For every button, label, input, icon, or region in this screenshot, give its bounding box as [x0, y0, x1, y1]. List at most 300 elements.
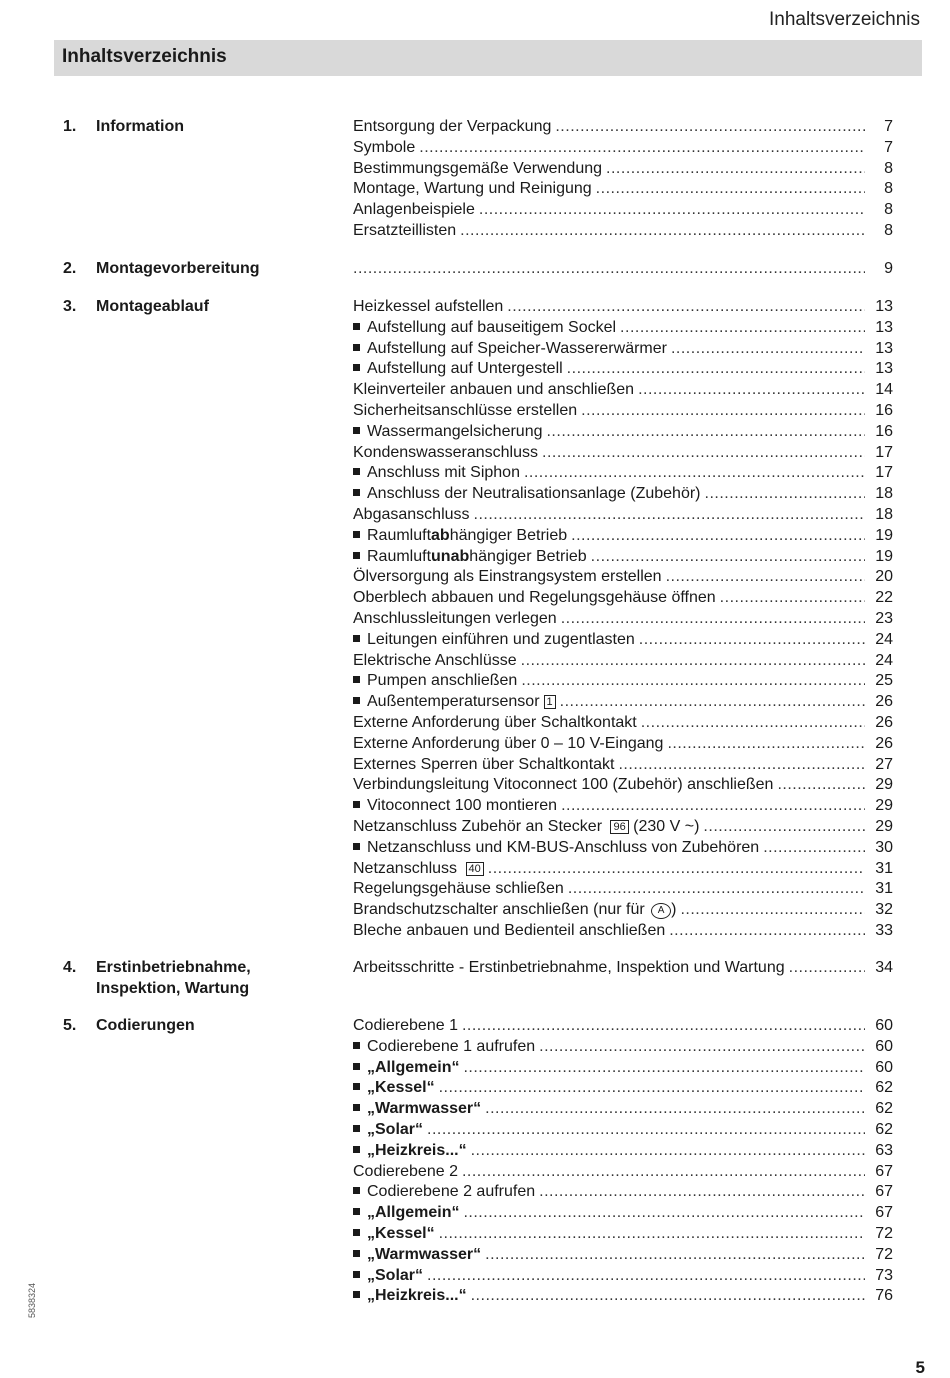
- toc-entry-text: [353, 200, 475, 221]
- toc-entry: [353, 359, 893, 380]
- toc-entry-text: [353, 401, 577, 422]
- toc-entry-text: [353, 221, 456, 242]
- toc-entry-text: [353, 138, 415, 159]
- toc-page-number: 33: [875, 921, 893, 939]
- square-bullet-icon: [353, 427, 360, 434]
- toc-entry: [353, 221, 893, 242]
- square-bullet-icon: [353, 1229, 360, 1236]
- dot-leader: [561, 796, 865, 817]
- toc-entry: [353, 838, 893, 859]
- dot-leader: [479, 200, 865, 221]
- dot-leader: [524, 463, 865, 484]
- text-part: Kleinverteiler anbauen und anschließen: [353, 381, 635, 399]
- toc-page-number: 60: [875, 1017, 893, 1034]
- text-part: Elektrische Anschlüsse: [353, 651, 517, 669]
- dot-leader: [460, 221, 865, 242]
- toc-page-number: 8: [884, 201, 893, 219]
- dot-leader: [703, 817, 865, 838]
- toc-entry-text: [353, 526, 567, 547]
- toc-entry: [353, 200, 893, 221]
- text-part: Ölversorgung als Einstrangsystem erstellen: [353, 568, 662, 586]
- toc-page-number: 34: [875, 959, 893, 976]
- dot-leader: [618, 755, 865, 776]
- toc-page-number: 24: [875, 651, 893, 669]
- dot-leader: [474, 505, 865, 526]
- dot-leader: [463, 1058, 865, 1079]
- square-bullet-icon: [353, 843, 360, 850]
- toc-entry: [353, 297, 893, 318]
- dot-leader: [488, 859, 865, 880]
- toc-entry: [353, 1058, 893, 1079]
- dot-leader: [462, 1162, 865, 1183]
- toc-entry: [353, 339, 893, 360]
- text-part: Montage, Wartung und Reinigung: [353, 180, 592, 198]
- square-bullet-icon: [353, 552, 360, 559]
- toc-entry: [353, 713, 893, 734]
- toc-entry: [353, 775, 893, 796]
- toc-section: [0, 958, 950, 997]
- text-part: „Warmwasser“: [367, 1100, 482, 1118]
- toc-page-number: 13: [875, 298, 893, 315]
- toc-entry-text: [353, 1037, 535, 1058]
- text-part: ): [671, 901, 677, 919]
- dot-leader: [427, 1120, 865, 1141]
- toc-entry-text: [353, 463, 520, 484]
- toc-page-number: 13: [875, 318, 893, 336]
- section-number: 2.: [63, 260, 77, 277]
- toc-page-number: 62: [875, 1100, 893, 1118]
- square-bullet-icon: [353, 801, 360, 808]
- plug-number-box: 1: [544, 695, 556, 709]
- toc-entry-list: [353, 117, 893, 242]
- text-part: Codierebene 2 aufrufen: [367, 1183, 536, 1201]
- section-title: Montagevorbereitung: [96, 260, 260, 277]
- dot-leader: [555, 117, 865, 138]
- square-bullet-icon: [353, 1208, 360, 1215]
- toc-entry: [353, 567, 893, 588]
- toc-entry: [353, 1078, 893, 1099]
- toc-entry: [353, 1141, 893, 1162]
- text-part: „Warmwasser“: [367, 1245, 482, 1263]
- text-part: „Kessel“: [367, 1224, 435, 1242]
- dot-leader: [567, 359, 865, 380]
- text-part: Codierebene 1: [353, 1017, 458, 1034]
- toc-entry-text: [353, 484, 701, 505]
- dot-leader: [591, 547, 865, 568]
- toc-entry: [353, 796, 893, 817]
- toc-entry: [353, 1266, 893, 1287]
- toc-page-number: 67: [875, 1183, 893, 1201]
- toc-entry: [353, 463, 893, 484]
- toc-entry: [353, 443, 893, 464]
- toc-entry-text: [353, 651, 517, 672]
- square-bullet-icon: [353, 344, 360, 351]
- square-bullet-icon: [353, 1125, 360, 1132]
- dot-leader: [546, 422, 865, 443]
- dot-leader: [560, 692, 865, 713]
- toc-entry-text: [353, 692, 556, 713]
- dot-leader: [471, 1286, 865, 1307]
- text-part: Leitungen einführen und zugentlasten: [367, 630, 635, 648]
- text-part: Netzanschluss: [353, 859, 462, 877]
- toc-entry: [353, 484, 893, 505]
- toc-page-number: 8: [884, 180, 893, 198]
- toc-page-number: 72: [875, 1224, 893, 1242]
- toc-entry-text: [353, 547, 587, 568]
- toc-entry-text: [353, 339, 667, 360]
- toc-entry-text: [353, 505, 470, 526]
- text-part: Anschluss mit Siphon: [367, 464, 520, 482]
- toc-entry: [353, 900, 893, 921]
- toc-entry-text: [353, 609, 557, 630]
- toc-page-number: 19: [875, 526, 893, 544]
- toc-page-number: 76: [875, 1287, 893, 1305]
- toc-entry: [353, 159, 893, 180]
- text-part: Regelungsgehäuse schließen: [353, 880, 564, 898]
- toc-entry: [353, 671, 893, 692]
- square-bullet-icon: [353, 1104, 360, 1111]
- toc-entry: [353, 179, 893, 200]
- toc-page-number: 27: [875, 755, 893, 773]
- toc-entry: [353, 401, 893, 422]
- text-part: Aufstellung auf Speicher-Wassererwärmer: [367, 339, 667, 357]
- toc-entry-text: [353, 1016, 458, 1037]
- toc-entry-text: [353, 380, 634, 401]
- toc-entry: [353, 921, 893, 942]
- dot-leader: [666, 567, 865, 588]
- toc-page-number: 29: [875, 776, 893, 794]
- toc-entry: [353, 1016, 893, 1037]
- square-bullet-icon: [353, 697, 360, 704]
- text-part: „Allgemein“: [367, 1204, 460, 1222]
- text-part: Raumluft: [367, 547, 432, 565]
- dot-leader: [419, 138, 865, 159]
- toc-entry-text: [353, 443, 538, 464]
- dot-leader: [439, 1224, 865, 1245]
- toc-entry-list: [353, 1016, 893, 1307]
- toc-entry: [353, 505, 893, 526]
- dot-leader: [521, 651, 865, 672]
- dot-leader: [639, 630, 865, 651]
- toc-page-number: 73: [875, 1266, 893, 1284]
- toc-page-number: 32: [875, 901, 893, 919]
- text-part: Bleche anbauen und Bedienteil anschließen: [353, 921, 666, 939]
- text-part: „Solar“: [367, 1120, 424, 1138]
- toc-entry-text: [353, 179, 592, 200]
- text-part: Bestimmungsgemäße Verwendung: [353, 159, 603, 177]
- toc-page-number: 17: [875, 464, 893, 482]
- toc-page-number: 29: [875, 817, 893, 835]
- toc-page-number: 17: [875, 443, 893, 461]
- section-number: 5.: [63, 1017, 77, 1034]
- toc-page-number: 22: [875, 589, 893, 607]
- toc-entry-list: [353, 297, 893, 942]
- toc-page-number: 7: [884, 118, 893, 135]
- toc-entry: [353, 526, 893, 547]
- section-title: Information: [96, 118, 184, 135]
- text-part: Brandschutzschalter anschließen (nur für: [353, 901, 650, 919]
- toc-page-number: 62: [875, 1120, 893, 1138]
- dot-leader: [638, 380, 865, 401]
- toc-entry-text: [353, 630, 635, 651]
- dot-leader: [641, 713, 865, 734]
- dot-leader: [763, 838, 865, 859]
- plug-number-box: 40: [466, 862, 484, 876]
- toc-entry-text: [353, 1058, 459, 1079]
- square-bullet-icon: [353, 1250, 360, 1257]
- text-part: Raumluft: [367, 526, 432, 544]
- text-part: hängiger Betrieb: [469, 547, 587, 565]
- toc-entry-text: [353, 734, 663, 755]
- toc-entry: [353, 1037, 893, 1058]
- toc-entry-text: [353, 159, 602, 180]
- toc-entry-text: [353, 713, 637, 734]
- text-part: Pumpen anschließen: [367, 672, 518, 690]
- toc-entry: [353, 117, 893, 138]
- toc-section: [0, 1016, 950, 1307]
- toc-entry-text: [353, 796, 557, 817]
- text-part: Anschluss der Neutralisationsanlage (Zubehör): [367, 485, 701, 503]
- text-part: unab: [431, 547, 470, 565]
- toc-entry-text: [353, 297, 503, 318]
- toc-entry-text: [353, 1266, 423, 1287]
- section-title: Montageablauf: [96, 298, 209, 315]
- section-number: 4.: [63, 959, 77, 976]
- dot-leader: [521, 671, 865, 692]
- toc-page-number: 30: [875, 838, 893, 856]
- square-bullet-icon: [353, 1271, 360, 1278]
- document-code: 5838324: [27, 1282, 37, 1318]
- toc-entry: [353, 380, 893, 401]
- toc-page-number: 60: [875, 1058, 893, 1076]
- toc-page-number: 18: [875, 485, 893, 503]
- text-part: Ersatzteillisten: [353, 221, 457, 239]
- toc-entry: [353, 692, 893, 713]
- dot-leader: [789, 958, 865, 979]
- square-bullet-icon: [353, 1187, 360, 1194]
- toc-page-number: 19: [875, 547, 893, 565]
- toc-entry-text: [353, 1162, 458, 1183]
- text-part: Abgasanschluss: [353, 505, 470, 523]
- toc-page-number: 62: [875, 1079, 893, 1097]
- toc-entry-text: [353, 671, 517, 692]
- dot-leader: [680, 900, 865, 921]
- dot-leader: [462, 1016, 865, 1037]
- toc-entry-list: [353, 958, 893, 979]
- text-part: (230 V ~): [628, 817, 700, 835]
- toc-page-number: 16: [875, 401, 893, 419]
- toc-page-number: 7: [884, 138, 893, 156]
- dot-leader: [353, 259, 865, 280]
- toc-page-number: 18: [875, 505, 893, 523]
- toc-entry: [353, 879, 893, 900]
- dot-leader: [705, 484, 865, 505]
- text-part: Symbole: [353, 138, 416, 156]
- toc-entry: [353, 259, 893, 280]
- toc-page-number: 9: [884, 260, 893, 277]
- toc-entry: [353, 547, 893, 568]
- text-part: Externe Anforderung über 0 – 10 V-Eingang: [353, 734, 664, 752]
- toc-entry-text: [353, 117, 551, 138]
- toc-entry-text: [353, 1203, 459, 1224]
- toc-entry-text: [353, 838, 759, 859]
- dot-leader: [667, 734, 865, 755]
- toc-entry-text: [353, 1245, 481, 1266]
- toc-entry: [353, 1120, 893, 1141]
- text-part: Externe Anforderung über Schaltkontakt: [353, 713, 637, 731]
- toc-entry: [353, 1245, 893, 1266]
- dot-leader: [620, 318, 865, 339]
- toc-entry: [353, 1162, 893, 1183]
- toc-entry: [353, 1224, 893, 1245]
- text-part: hängiger Betrieb: [449, 526, 568, 544]
- toc-entry: [353, 734, 893, 755]
- toc-section: [0, 117, 950, 242]
- toc-entry: [353, 755, 893, 776]
- toc-entry: [353, 817, 893, 838]
- toc-entry: [353, 609, 893, 630]
- toc-entry: [353, 138, 893, 159]
- toc-page-number: 20: [875, 568, 893, 586]
- square-bullet-icon: [353, 364, 360, 371]
- dot-leader: [561, 609, 865, 630]
- toc-entry-text: [353, 588, 716, 609]
- text-part: Kondenswasseranschluss: [353, 443, 538, 461]
- toc-entry-text: [353, 958, 785, 979]
- toc-page-number: 63: [875, 1141, 893, 1159]
- text-part: Aufstellung auf bauseitigem Sockel: [367, 318, 617, 336]
- toc-entry-text: [353, 1099, 481, 1120]
- square-bullet-icon: [353, 1063, 360, 1070]
- toc-page-number: 26: [875, 713, 893, 731]
- toc-entry-text: [353, 921, 665, 942]
- dot-leader: [539, 1037, 865, 1058]
- dot-leader: [539, 1182, 865, 1203]
- dot-leader: [463, 1203, 865, 1224]
- toc-entry-list: [353, 259, 893, 280]
- toc-entry: [353, 651, 893, 672]
- toc-section: [0, 259, 950, 280]
- toc-entry: [353, 1286, 893, 1307]
- text-part: Netzanschluss Zubehör an Stecker: [353, 817, 607, 835]
- dot-leader: [606, 159, 865, 180]
- dot-leader: [485, 1245, 865, 1266]
- plug-number-box: 96: [610, 820, 628, 834]
- dot-leader: [439, 1078, 865, 1099]
- square-bullet-icon: [353, 468, 360, 475]
- toc-section: [0, 297, 950, 942]
- square-bullet-icon: [353, 635, 360, 642]
- toc-page-number: 13: [875, 360, 893, 378]
- toc-page-number: 72: [875, 1245, 893, 1263]
- dot-leader: [427, 1266, 865, 1287]
- dot-leader: [596, 179, 865, 200]
- toc-entry-text: [353, 359, 563, 380]
- page-title: Inhaltsverzeichnis: [62, 46, 227, 67]
- toc-page-number: 29: [875, 797, 893, 815]
- toc-page-number: 14: [875, 381, 893, 399]
- toc-entry: [353, 958, 893, 979]
- toc-entry-text: [353, 1120, 423, 1141]
- toc-entry: [353, 318, 893, 339]
- toc-page-number: 8: [884, 221, 893, 239]
- text-part: Heizkessel aufstellen: [353, 298, 504, 315]
- toc-page-number: 31: [875, 880, 893, 898]
- dot-leader: [671, 339, 865, 360]
- text-part: „Heizkreis...“: [367, 1287, 467, 1305]
- toc-entry: [353, 630, 893, 651]
- toc-page-number: 23: [875, 609, 893, 627]
- toc-entry-text: [353, 775, 773, 796]
- dot-leader: [720, 588, 865, 609]
- toc-entry-text: [353, 1286, 467, 1307]
- toc-page-number: 31: [875, 859, 893, 877]
- toc-entry-text: [353, 900, 676, 921]
- page-header-title: Inhaltsverzeichnis: [768, 9, 920, 30]
- dot-leader: [542, 443, 865, 464]
- text-part: ab: [431, 526, 450, 544]
- toc-entry: [353, 422, 893, 443]
- dot-leader: [471, 1141, 865, 1162]
- text-part: Entsorgung der Verpackung: [353, 118, 552, 135]
- dot-leader: [568, 879, 865, 900]
- text-part: Externes Sperren über Schaltkontakt: [353, 755, 615, 773]
- text-part: Verbindungsleitung Vitoconnect 100 (Zubehör) anschließen: [353, 776, 774, 794]
- square-bullet-icon: [353, 676, 360, 683]
- text-part: Aufstellung auf Untergestell: [367, 360, 563, 378]
- dot-leader: [485, 1099, 865, 1120]
- dot-leader: [669, 921, 865, 942]
- toc-entry-text: [353, 859, 484, 880]
- toc-entry-text: [353, 879, 564, 900]
- square-bullet-icon: [353, 1042, 360, 1049]
- section-title: Codierungen: [96, 1017, 195, 1034]
- text-part: Anschlussleitungen verlegen: [353, 609, 557, 627]
- toc-page-number: 60: [875, 1037, 893, 1055]
- section-title: Erstinbetriebnahme, Inspektion, Wartung: [96, 959, 251, 997]
- dot-leader: [581, 401, 865, 422]
- text-part: „Allgemein“: [367, 1058, 460, 1076]
- text-part: Außentemperatursensor: [367, 693, 540, 711]
- toc-page-number: 8: [884, 159, 893, 177]
- toc-entry: [353, 1182, 893, 1203]
- toc-entry-text: [353, 1078, 435, 1099]
- text-part: Sicherheitsanschlüsse erstellen: [353, 401, 578, 419]
- section-number: 1.: [63, 118, 77, 135]
- toc-page-number: 25: [875, 672, 893, 690]
- toc-entry-text: [353, 1141, 467, 1162]
- text-part: Codierebene 1 aufrufen: [367, 1037, 536, 1055]
- toc-entry-text: [353, 318, 616, 339]
- toc-entry: [353, 859, 893, 880]
- toc-entry-text: [353, 1182, 535, 1203]
- toc-page-number: 16: [875, 422, 893, 440]
- text-part: Oberblech abbauen und Regelungsgehäuse öffnen: [353, 589, 716, 607]
- toc-entry-text: [353, 1224, 435, 1245]
- text-part: Wassermangelsicherung: [367, 422, 543, 440]
- toc-entry: [353, 588, 893, 609]
- toc-entry-text: [353, 567, 662, 588]
- toc-entry: [353, 1203, 893, 1224]
- text-part: „Solar“: [367, 1266, 424, 1284]
- text-part: „Kessel“: [367, 1079, 435, 1097]
- dot-leader: [777, 775, 865, 796]
- circled-letter: A: [651, 903, 671, 919]
- dot-leader: [571, 526, 865, 547]
- square-bullet-icon: [353, 1291, 360, 1298]
- section-title-bar: [54, 40, 922, 76]
- toc-entry: [353, 1099, 893, 1120]
